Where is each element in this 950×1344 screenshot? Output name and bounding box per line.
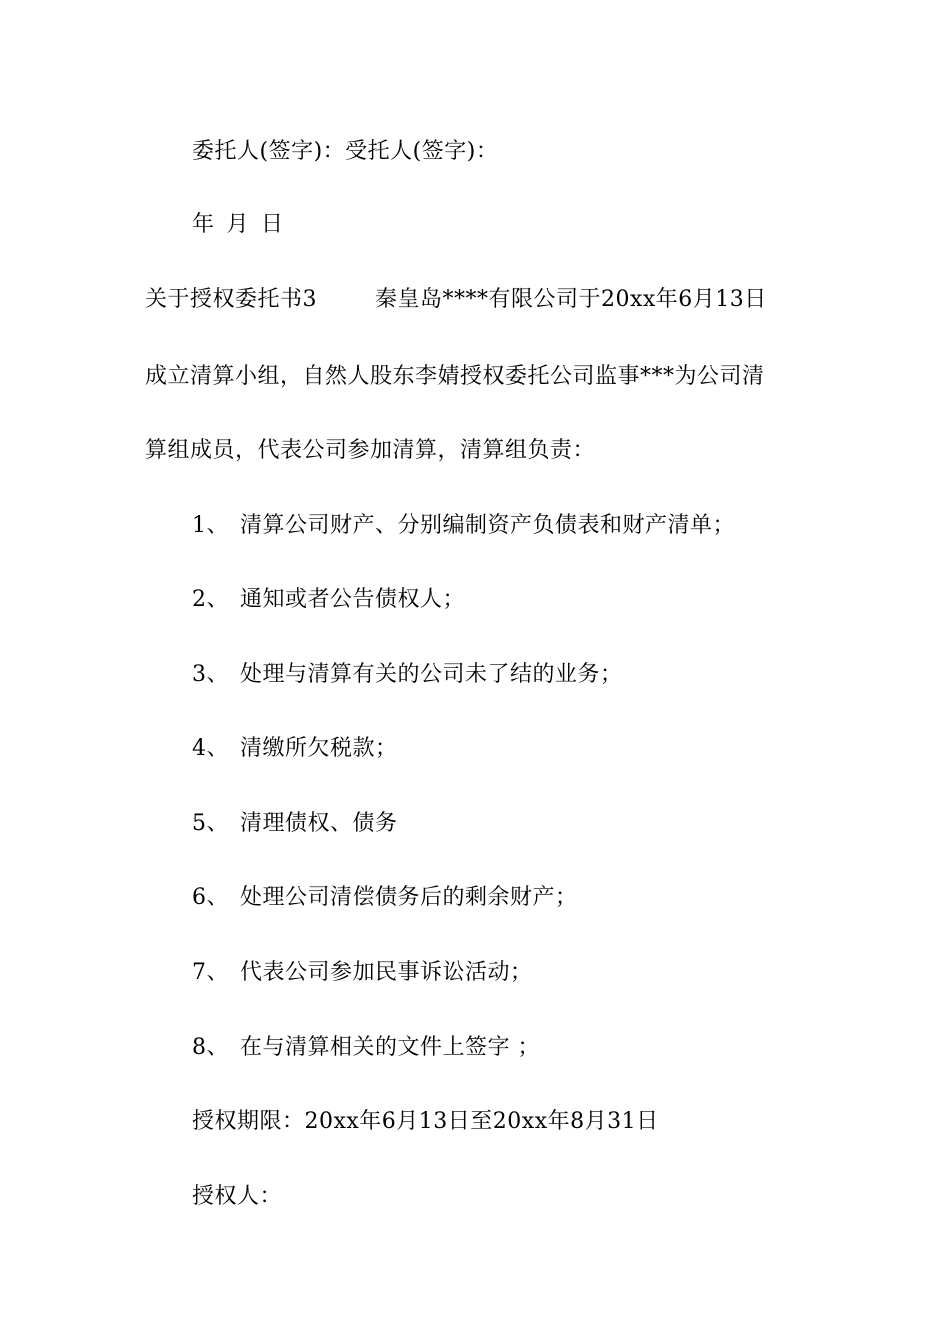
- paragraph-line-1: 秦皇岛****有限公司于20xx年6月13日: [375, 287, 767, 312]
- list-item-text: 清算公司财产、分别编制资产负债表和财产清单；: [240, 513, 736, 538]
- list-item-number: 7、: [192, 960, 229, 985]
- list-item-text: 清缴所欠税款；: [240, 736, 398, 761]
- list-item: [192, 585, 465, 615]
- date-line: [192, 210, 284, 240]
- list-item-number: 4、: [192, 736, 229, 761]
- list-item-number: 6、: [192, 885, 229, 910]
- list-item-number: 5、: [192, 811, 229, 836]
- list-item-text: 清理债权、债务: [240, 811, 398, 836]
- list-item: [192, 734, 398, 764]
- list-item: [192, 883, 578, 913]
- list-item-text: 处理与清算有关的公司未了结的业务；: [240, 662, 623, 687]
- date-day: 日: [261, 212, 284, 237]
- list-item: [192, 958, 533, 988]
- signature-line-text: 委托人(签字)：受托人(签字)：: [192, 139, 499, 164]
- term-line-text: 授权期限：20xx年6月13日至20xx年8月31日: [192, 1109, 659, 1134]
- paragraph-line-2: [145, 362, 765, 392]
- list-item-text: 通知或者公告债权人；: [240, 587, 466, 612]
- list-item-number: 1、: [192, 513, 229, 538]
- list-item: [192, 809, 398, 839]
- date-year: 年: [192, 212, 215, 237]
- paragraph-line-3: [145, 436, 595, 466]
- date-month: 月: [226, 212, 250, 237]
- list-item-number: 3、: [192, 662, 229, 687]
- grantor-line-text: 授权人：: [192, 1184, 283, 1209]
- grantor-line: [192, 1182, 282, 1212]
- list-item-text: 代表公司参加民事诉讼活动；: [240, 960, 533, 985]
- list-item-text: 处理公司清偿债务后的剩余财产；: [240, 885, 578, 910]
- paragraph-line-2-text: 成立清算小组，自然人股东李婧授权委托公司监事***为公司清: [145, 364, 765, 389]
- section-first-line: [145, 285, 767, 315]
- list-item: [192, 1033, 540, 1063]
- section-heading: 关于授权委托书3: [145, 287, 317, 312]
- list-item-number: 2、: [192, 587, 229, 612]
- list-item-text: 在与清算相关的文件上签字 ；: [240, 1035, 540, 1060]
- list-item: [192, 660, 623, 690]
- list-item-number: 8、: [192, 1035, 229, 1060]
- term-line: [192, 1107, 659, 1137]
- list-item: [192, 511, 735, 541]
- paragraph-line-3-text: 算组成员，代表公司参加清算，清算组负责：: [145, 438, 596, 463]
- signature-line: [192, 137, 498, 167]
